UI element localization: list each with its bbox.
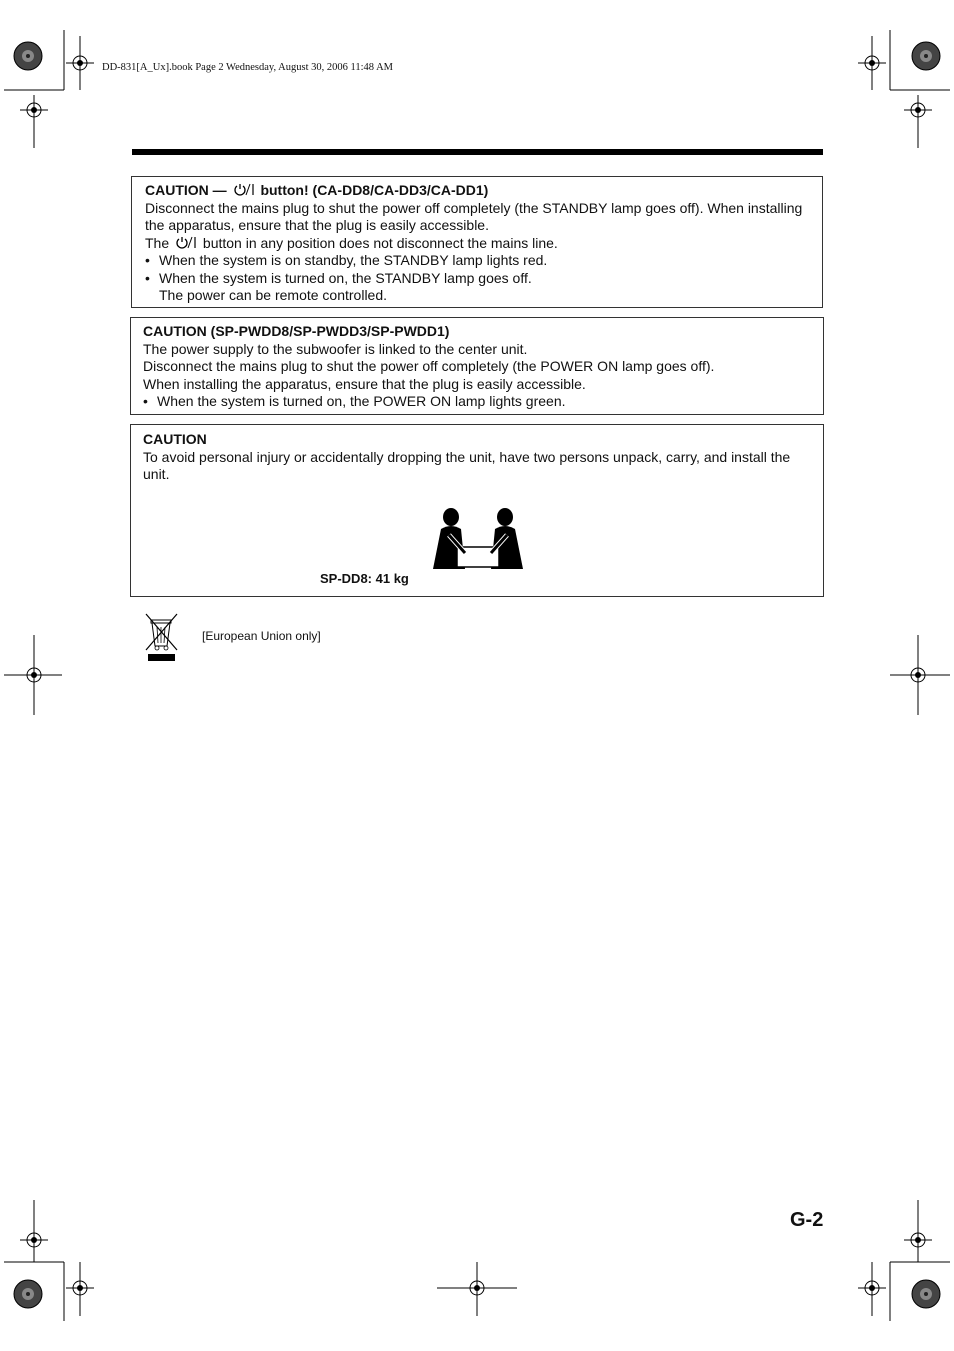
standby-power-icon [175,236,197,249]
two-person-lift-icon [431,507,527,571]
caution-text: The button in any position does not disconnect the mains line. [145,234,558,251]
caution-box-power-button [131,176,823,308]
list-item-continuation: The power can be remote controlled. [159,287,388,303]
caution-title: CAUTION [143,431,207,447]
list-item: • When the system is turned on, the POWER ON lamp lights green. [143,393,813,411]
caution-box-subwoofer [130,317,824,415]
list-item: • When the system is on standby, the STANDBY lamp lights red. [145,252,812,270]
section-rule [132,149,823,155]
list-item: • When the system is turned on, the STANDBY lamp goes off. [145,270,812,288]
caution-text: Disconnect the mains plug to shut the power off completely (the STANDBY lamp goes off). When installing the apparatus, ensure that the plug is easily accessible. [145,199,803,233]
caution-text: Disconnect the mains plug to shut the power off completely (the POWER ON lamp goes off). [143,358,715,374]
page-number: G-2 [790,1209,824,1231]
caution-title: CAUTION (SP-PWDD8/SP-PWDD3/SP-PWDD1) [143,323,450,339]
caution-box-lifting [130,424,824,597]
caution-text: When installing the apparatus, ensure that the plug is easily accessible. [143,375,586,392]
print-header: DD-831[A_Ux].book Page 2 Wednesday, August 30, 2006 11:48 AM [102,62,393,73]
crossed-bin-icon [142,612,182,662]
weight-label: SP-DD8: 41 kg [320,571,409,586]
caution-text: The power supply to the subwoofer is linked to the center unit. [143,340,528,357]
caution-text: To avoid personal injury or accidentally dropping the unit, have two persons unpack, carry, and install the unit. [143,448,791,482]
caution-title: CAUTION — button! (CA-DD8/CA-DD3/CA-DD1) [145,182,489,198]
standby-power-icon [233,183,255,196]
weee-label: [European Union only] [202,629,321,643]
